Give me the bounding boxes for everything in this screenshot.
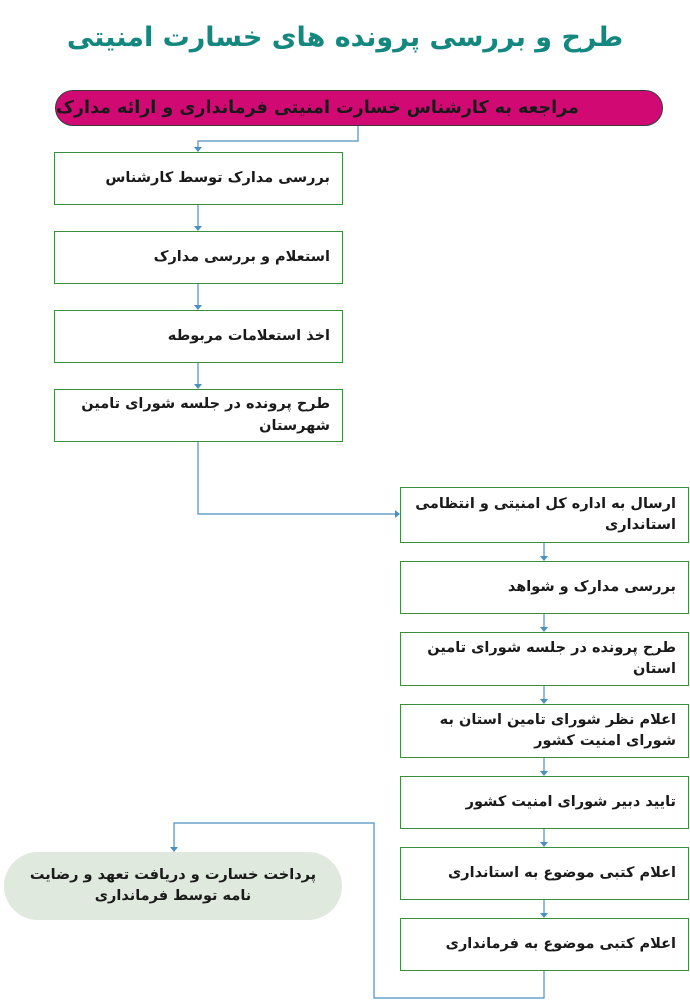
arrowhead (170, 847, 178, 852)
step-review-evidence: بررسی مدارک و شواهد (400, 561, 689, 614)
connector-step4-to-right (198, 442, 396, 514)
step-notify-county: اعلام کتبی موضوع به فرمانداری (400, 918, 689, 971)
step-council-opinion: اعلام نظر شورای تامین استان به شورای امنیت کشور (400, 704, 689, 758)
step-send-to-province: ارسال به اداره کل امنیتی و انتظامی استانداری (400, 487, 689, 543)
arrowhead (540, 699, 548, 704)
arrowhead (540, 771, 548, 776)
step-province-council: طرح پرونده در جلسه شورای تامین استان (400, 632, 689, 686)
step-secretary-approval: تایید دبیر شورای امنیت کشور (400, 776, 689, 829)
arrowhead (194, 305, 202, 310)
connector-start-to-step1 (198, 126, 358, 148)
arrowhead (540, 842, 548, 847)
step-obtain-inquiries: اخذ استعلامات مربوطه (54, 310, 343, 363)
arrowhead (194, 147, 202, 152)
arrowhead (194, 226, 202, 231)
step-expert-review: بررسی مدارک توسط کارشناس (54, 152, 343, 205)
connector-loop-to-end (174, 823, 544, 998)
end-step: پرداخت خسارت و دریافت تعهد و رضایت نامه توسط فرمانداری (4, 852, 342, 920)
step-county-council: طرح پرونده در جلسه شورای تامین شهرستان (54, 389, 343, 442)
page-title: طرح و بررسی پرونده های خسارت امنیتی (66, 22, 624, 53)
arrowhead (194, 384, 202, 389)
step-inquiry-review: استعلام و بررسی مدارک (54, 231, 343, 284)
arrowhead (540, 913, 548, 918)
arrowhead (395, 510, 400, 518)
step-notify-governorate: اعلام کتبی موضوع به استانداری (400, 847, 689, 900)
start-step: مراجعه به کارشناس خسارت امنیتی فرمانداری و ارائه مدارک (55, 90, 663, 126)
arrowhead (540, 556, 548, 561)
arrowhead (540, 627, 548, 632)
